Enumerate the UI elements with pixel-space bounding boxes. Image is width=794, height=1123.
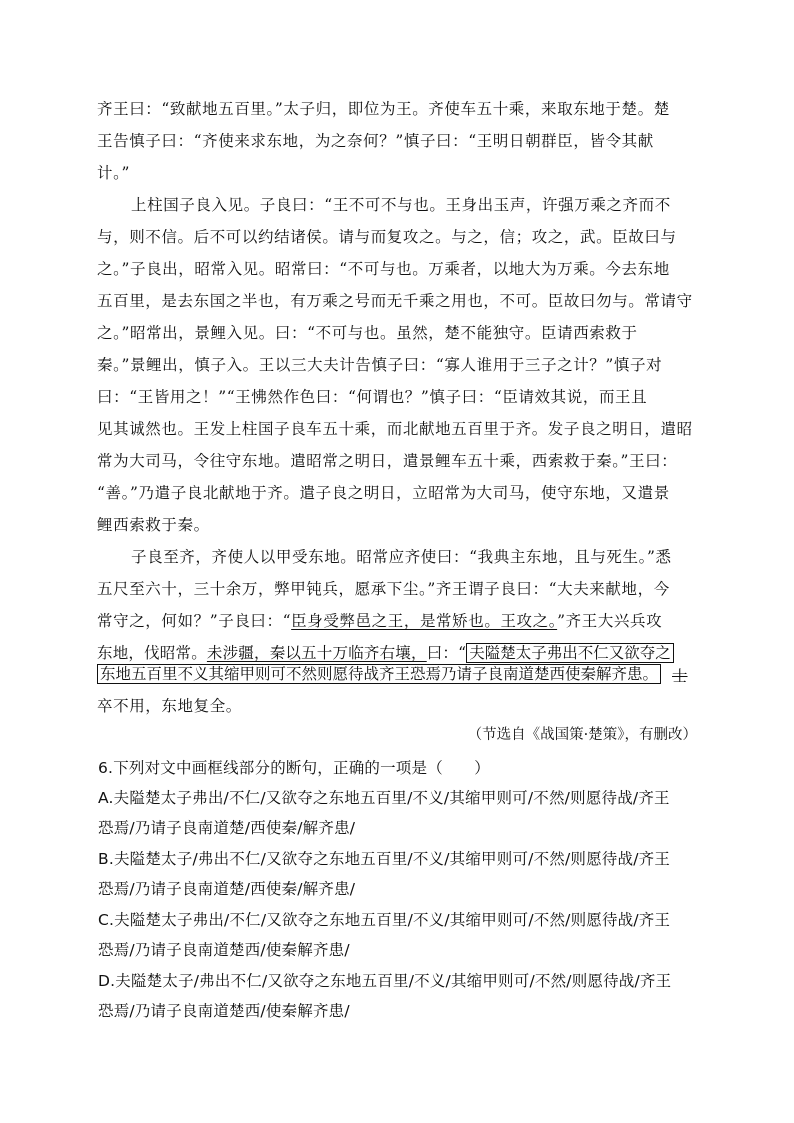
- underlined-text: 臣身受弊邑之王，是常矫也。王攻之。: [291, 612, 558, 630]
- passage-text: 常守之，何如？”子良曰：“: [97, 612, 292, 630]
- passage-line: 之。”子良出，昭常入见。昭常曰：“不可与也。万乘者，以地大为万乘。今去东地: [97, 260, 670, 278]
- option-a-line: 恐焉/乃请子良南道楚/西使秦/解齐患/: [98, 819, 356, 837]
- passage-line: 计。”: [97, 164, 130, 182]
- source-citation: （节选自《战国策·楚策》，有删改）: [467, 727, 697, 743]
- passage-text: 东地，伐昭常。: [97, 644, 207, 662]
- struck-character: 士: [672, 667, 688, 685]
- passage-line: 上柱国子良入见。子良曰：“王不可不与也。王身出玉声，许强万乘之齐而不: [131, 196, 671, 214]
- passage-line: [97, 664, 697, 684]
- passage-line: 与，则不信。后不可以约结诸侯。请与而复攻之。与之，信；攻之，武。臣故曰与: [97, 228, 677, 246]
- passage-line: 王告慎子曰：“齐使来求东地，为之奈何？”慎子曰：“王明日朝群臣，皆令其献: [97, 132, 654, 150]
- passage-line: 曰：“王皆用之！”“王怫然作色曰：“何谓也？”慎子曰：“臣请效其说，而王且: [97, 388, 648, 406]
- option-c-line: C.夫隘楚太子弗出/不仁/又欲夺之东地五百里/不义/其缩甲则可/不然/则愿待战/齐王: [98, 911, 671, 929]
- option-a-line: A.夫隘楚太子弗出/不仁/又欲夺之东地五百里/不义/其缩甲则可/不然/则愿待战/齐王: [98, 789, 670, 807]
- passage-line: [97, 643, 697, 663]
- passage-line: [97, 611, 697, 631]
- underlined-text: 未涉疆，秦以五十万临齐右壤，: [206, 644, 427, 662]
- passage-text: ”齐王大兴兵攻: [557, 612, 663, 630]
- passage-line: 齐王曰：“致献地五百里。”太子归，即位为王。齐使车五十乘，来取东地于楚。楚: [97, 100, 670, 118]
- passage-line: 鲤西索救于秦。: [97, 516, 210, 534]
- passage-text: 曰：“: [426, 644, 467, 662]
- option-d-line: 恐焉/乃请子良南道楚西/使秦解齐患/: [98, 1002, 350, 1020]
- framed-text: 东地五百里不义其缩甲则可不然则愿待战齐王恐焉乃请子良南道楚西使秦解齐患。: [97, 664, 661, 684]
- question-stem: 6.下列对文中画框线部分的断句，正确的一项是（ ）: [98, 759, 490, 777]
- passage-line: 子良至齐，齐使人以甲受东地。昭常应齐使曰：“我典主东地，且与死生。”悉: [131, 548, 672, 566]
- option-b-line: 恐焉/乃请子良南道楚/西使秦/解齐患/: [98, 880, 356, 898]
- option-c-line: 恐焉/乃请子良南道楚西/使秦解齐患/: [98, 941, 350, 959]
- passage-line: 见其诚然也。王发上柱国子良车五十乘，而北献地五百里于齐。发子良之明日，遣昭: [97, 420, 693, 438]
- passage-line: 五百里，是去东国之半也，有万乘之号而无千乘之用也，不可。臣故曰勿与。常请守: [97, 292, 693, 310]
- option-d-line: D.夫隘楚太子/弗出不仁/又欲夺之东地五百里/不义/其缩甲则可/不然/则愿待战/齐王: [98, 972, 672, 990]
- passage-line: 秦。”景鲤出，慎子入。王以三大夫计告慎子曰：“寡人谁用于三子之计？”慎子对: [97, 356, 663, 374]
- framed-text: 夫隘楚太子弗出不仁又欲夺之: [466, 643, 674, 663]
- passage-line: 卒不用，东地复全。: [97, 697, 242, 715]
- passage-line: 之。”昭常出，景鲤入见。曰：“不可与也。虽然，楚不能独守。臣请西索救于: [97, 324, 638, 342]
- option-b-line: B.夫隘楚太子/弗出不仁/又欲夺之东地五百里/不义/其缩甲则可/不然/则愿待战/齐王: [98, 850, 671, 868]
- passage-line: “善。”乃遣子良北献地于齐。遣子良之明日，立昭常为大司马，使守东地，又遣景: [97, 484, 670, 502]
- passage-line: 五尺至六十，三十余万，弊甲钝兵，愿承下尘。”齐王谓子良曰：“大夫来献地，今: [97, 580, 670, 598]
- passage-line: 常为大司马，令往守东地。遣昭常之明日，遣景鲤车五十乘，西索救于秦。”王曰：: [97, 452, 678, 470]
